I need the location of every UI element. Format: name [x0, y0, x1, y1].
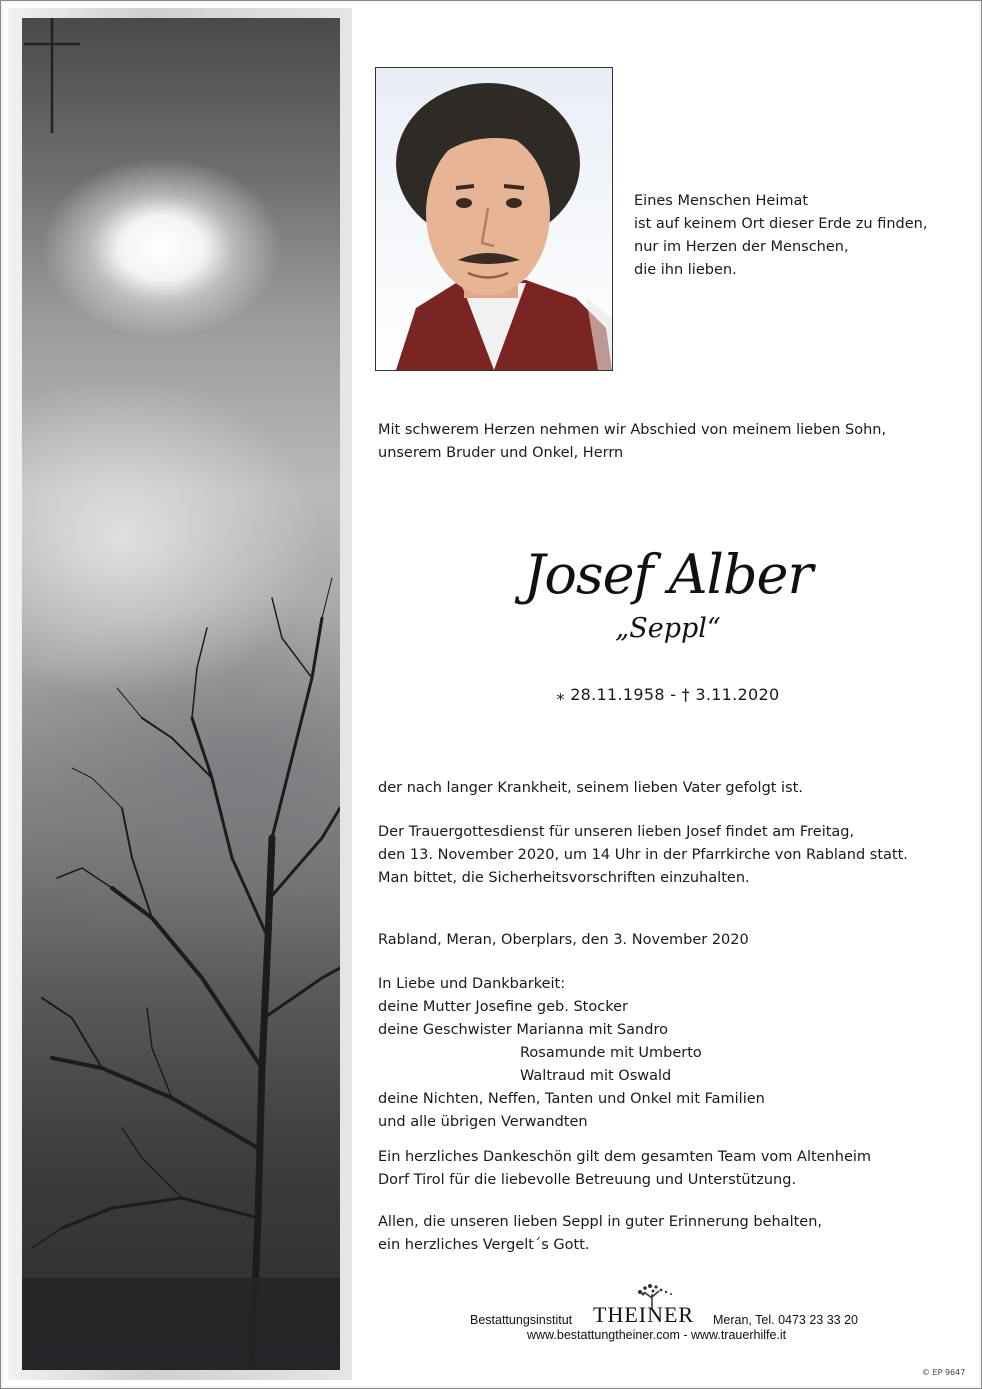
thanks-line: Dorf Tirol für die liebevolle Betreuung und Unterstützung.: [378, 1172, 797, 1188]
service-line: Man bittet, die Sicherheitsvorschriften einzuhalten.: [378, 870, 750, 886]
quote-line: die ihn lieben.: [634, 262, 737, 278]
service-text: [378, 821, 958, 890]
mourner-relatives: deine Nichten, Neffen, Tanten und Onkel mit Familien: [378, 1091, 765, 1107]
mourner-siblings: Rosamunde mit Umberto: [520, 1045, 702, 1061]
sky-image: [22, 18, 340, 1370]
sky-panel: [8, 8, 352, 1380]
mourner-mother: deine Mutter Josefine geb. Stocker: [378, 999, 628, 1015]
mourner-siblings: deine Geschwister Marianna mit Sandro: [378, 1022, 668, 1038]
place-date: [378, 929, 958, 952]
document-code: © EP 9647: [922, 1368, 966, 1377]
portrait-illustration: [376, 68, 612, 370]
mourner-siblings: Waltraud mit Oswald: [520, 1068, 672, 1084]
deceased-nickname: „Seppl“: [615, 613, 721, 644]
footer-contact: Meran, Tel. 0473 23 33 20: [713, 1313, 859, 1327]
intro-line: unserem Bruder und Onkel, Herrn: [378, 445, 624, 461]
follow-line: der nach langer Krankheit, seinem lieben Vater gefolgt ist.: [378, 780, 803, 796]
bare-tree-illustration: [22, 18, 340, 1370]
portrait-photo: [375, 67, 613, 371]
quote-line: Eines Menschen Heimat: [634, 193, 809, 209]
quote-line: nur im Herzen der Menschen,: [634, 239, 849, 255]
closing-line: ein herzliches Vergelt´s Gott.: [378, 1237, 590, 1253]
mourner-others: und alle übrigen Verwandten: [378, 1114, 588, 1130]
closing-text: [378, 1211, 958, 1257]
mourners-intro: In Liebe und Dankbarkeit:: [378, 976, 566, 992]
intro-text: [378, 419, 958, 465]
life-dates: ⁎ 28.11.1958 - † 3.11.2020: [556, 685, 780, 704]
mourners-list: [378, 973, 958, 1134]
closing-line: Allen, die unseren lieben Seppl in guter Erinnerung behalten,: [378, 1214, 822, 1230]
intro-line: Mit schwerem Herzen nehmen wir Abschied von meinem lieben Sohn,: [378, 422, 887, 438]
service-line: den 13. November 2020, um 14 Uhr in der Pfarrkirche von Rabland statt.: [378, 847, 908, 863]
quote-line: ist auf keinem Ort dieser Erde zu finden,: [634, 216, 928, 232]
thanks-line: Ein herzliches Dankeschön gilt dem gesamten Team vom Altenheim: [378, 1149, 872, 1165]
quote-block: [634, 190, 954, 282]
place-date-line: Rabland, Meran, Oberplars, den 3. November 2020: [378, 932, 749, 948]
follow-text: [378, 777, 958, 800]
footer-brand: THEINER: [593, 1302, 695, 1327]
footer-label: Bestattungsinstitut: [470, 1313, 573, 1327]
funeral-home-footer: [470, 1302, 890, 1342]
footer-web: www.bestattungtheiner.com - www.trauerhilfe.it: [527, 1328, 787, 1342]
cross-icon: [22, 18, 82, 133]
deceased-name: Josef Alber: [523, 543, 813, 606]
service-line: Der Trauergottesdienst für unseren lieben Josef findet am Freitag,: [378, 824, 855, 840]
thanks-text: [378, 1146, 958, 1192]
